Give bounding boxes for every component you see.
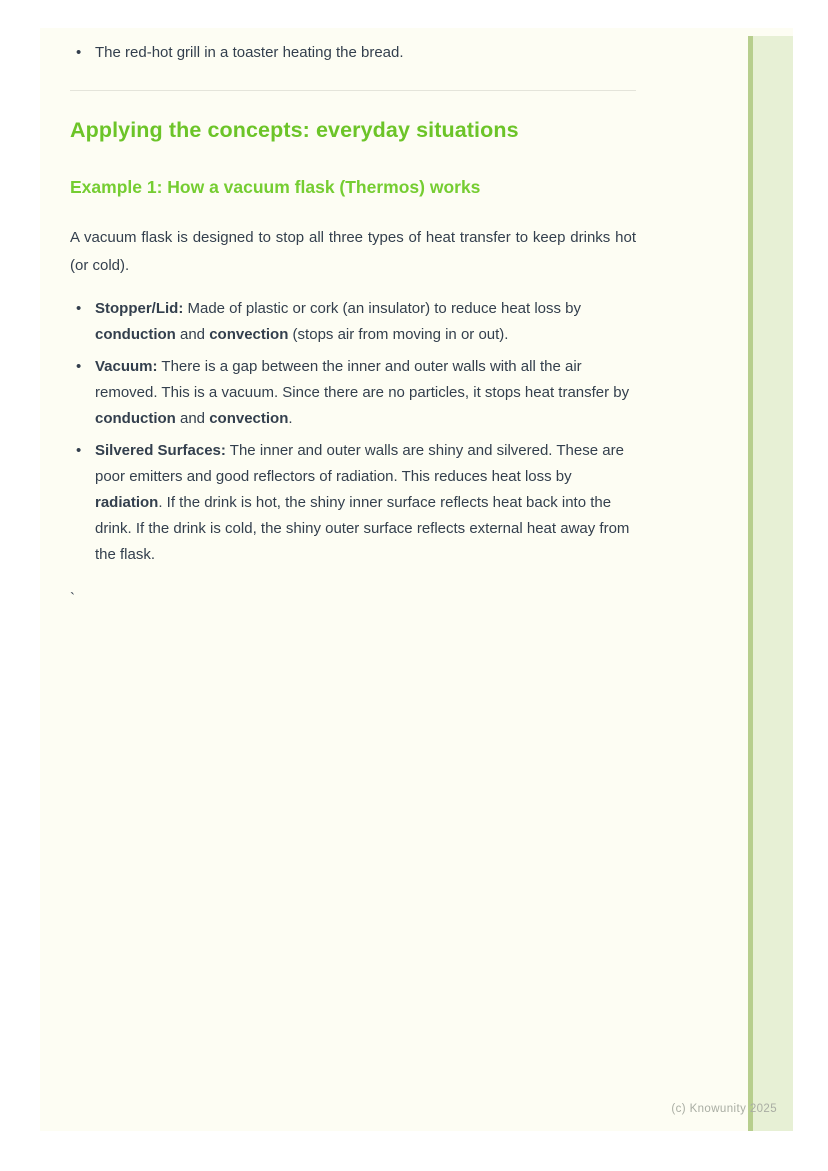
stray-backtick: ` — [70, 590, 75, 607]
text-run: There is a gap between the inner and outer walls with all the air removed. This is a vacuum. Since there are no particles, it stops heat transfer by — [95, 358, 630, 401]
flask-features-list — [70, 296, 636, 568]
text-run: and — [175, 326, 210, 343]
text-run: Made of plastic or cork (an insulator) to reduce heat loss by — [183, 300, 582, 317]
text-run: . — [288, 410, 293, 427]
list-item-text — [95, 442, 629, 563]
accent-stripe — [748, 36, 793, 1131]
bullet-marker: • — [76, 44, 82, 61]
bold-text-run: convection — [209, 410, 289, 427]
text-run: . If the drink is hot, the shiny inner surface reflects heat back into the drink. If the drink is cold, the shiny outer surface reflects external heat away from the flask. — [95, 494, 630, 563]
text-run: (stops air from moving in or out). — [288, 326, 509, 343]
text-run: The inner and outer walls are shiny and silvered. These are poor emitters and good reflectors of radiation. This reduces heat loss by — [95, 442, 624, 485]
list-item — [70, 438, 636, 568]
text-run: The red-hot grill in a toaster heating the bread. — [95, 44, 404, 61]
radiation-examples-list — [70, 40, 636, 66]
bold-text-run: conduction — [95, 410, 176, 427]
divider — [70, 90, 636, 91]
bold-text-run: conduction — [95, 326, 176, 343]
page-content — [70, 28, 636, 612]
bold-text-run: radiation — [95, 494, 159, 511]
list-item — [70, 40, 636, 66]
list-item-text — [95, 44, 404, 61]
document-page — [40, 28, 793, 1131]
bullet-marker: • — [76, 300, 82, 317]
bullet-marker: • — [76, 358, 82, 375]
text-run: and — [175, 410, 210, 427]
bold-text-run: Stopper/Lid: — [95, 300, 184, 317]
list-item — [70, 296, 636, 348]
list-item-text — [95, 358, 629, 427]
example-subheading: Example 1: How a vacuum flask (Thermos) works — [70, 177, 481, 197]
bold-text-run: Silvered Surfaces: — [95, 442, 226, 459]
bullet-marker: • — [76, 442, 82, 459]
copyright-footer: (c) Knowunity 2025 — [671, 1103, 777, 1115]
intro-paragraph: A vacuum flask is designed to stop all three types of heat transfer to keep drinks hot (or cold). — [70, 229, 636, 274]
bold-text-run: convection — [209, 326, 289, 343]
list-item — [70, 354, 636, 432]
section-heading: Applying the concepts: everyday situations — [70, 118, 519, 142]
bold-text-run: Vacuum: — [95, 358, 158, 375]
list-item-text — [95, 300, 581, 343]
